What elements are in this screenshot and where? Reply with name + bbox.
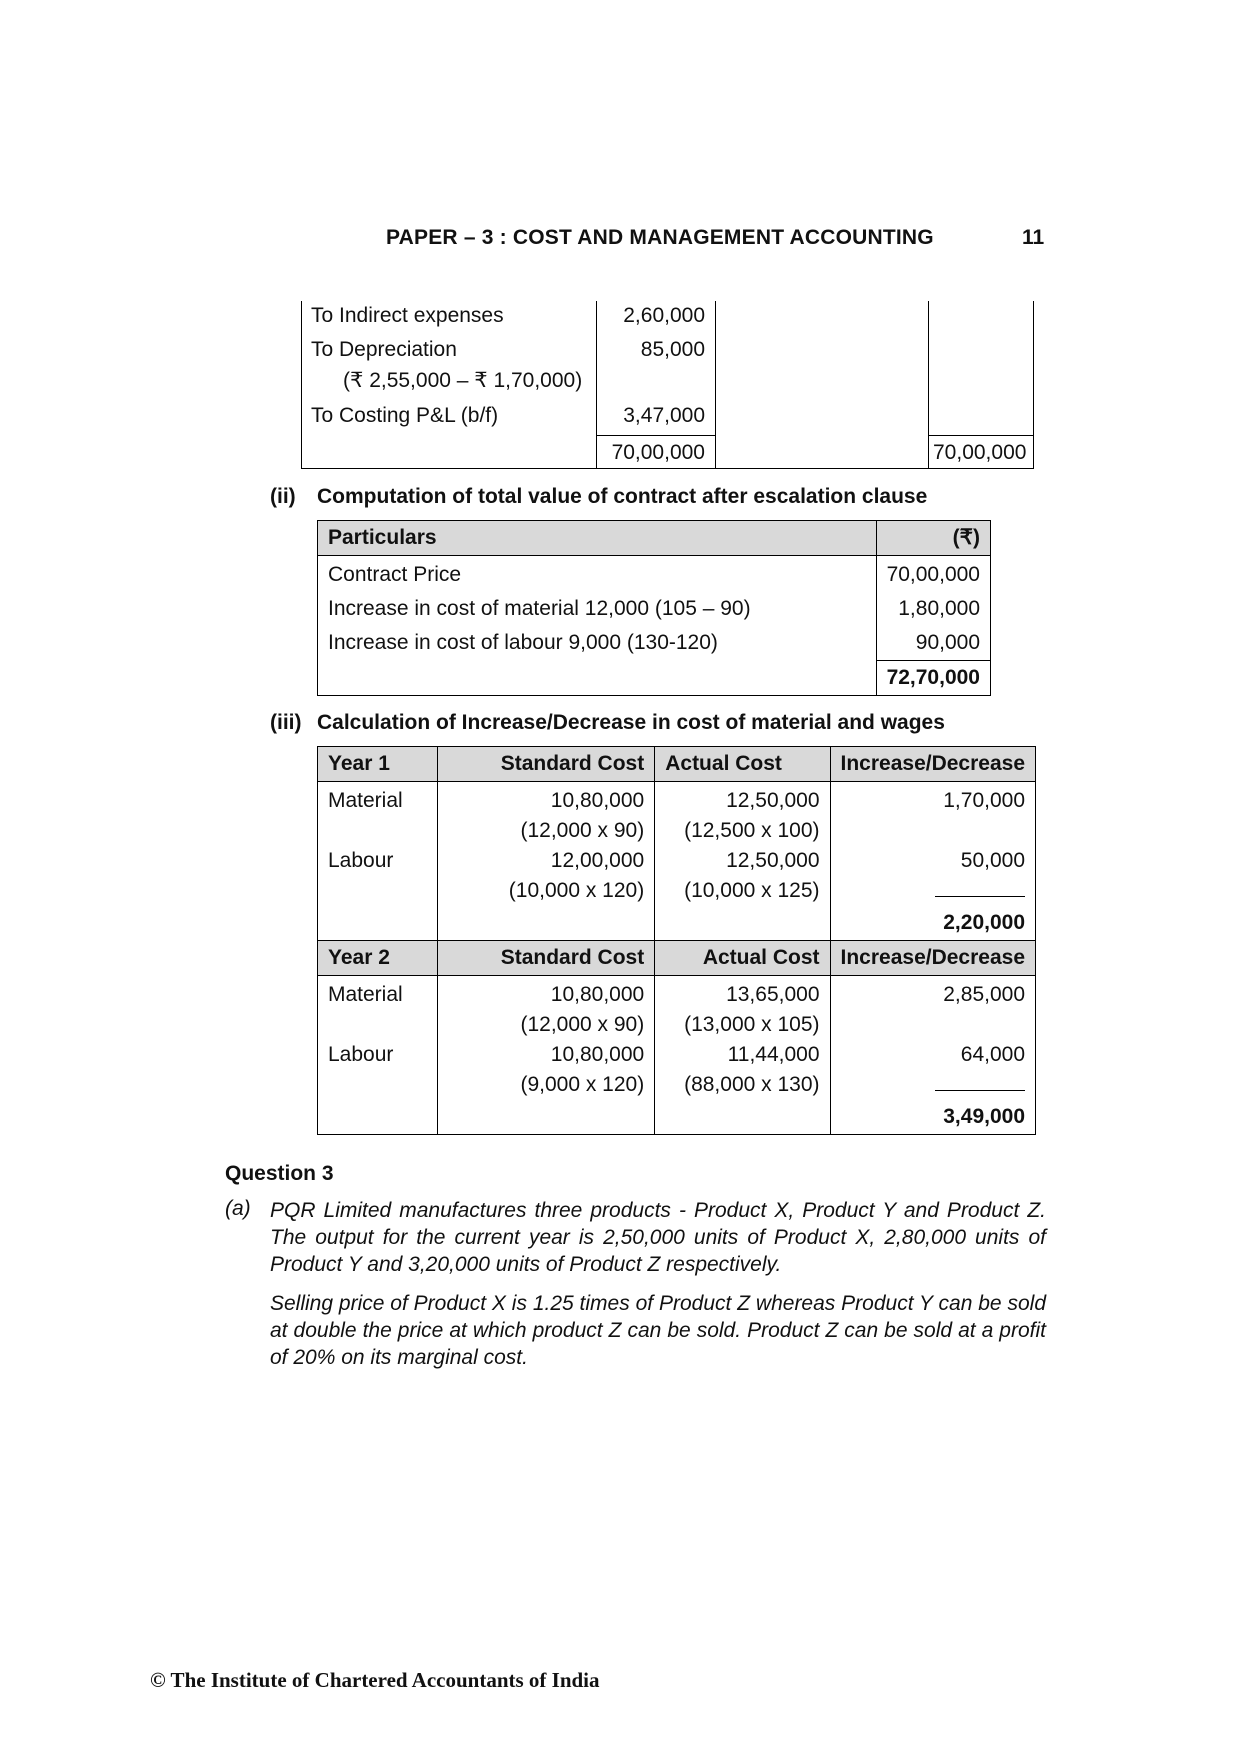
table-cell	[437, 1100, 655, 1135]
question-part-label: (a)	[225, 1197, 251, 1220]
account-row-particular: To Depreciation	[311, 338, 457, 361]
table-cell: 12,50,000 (12,500 x 100)	[655, 782, 830, 847]
table-cell: Contract Price	[318, 556, 877, 593]
table-cell: 11,44,000 (88,000 x 130)	[655, 1040, 830, 1100]
table-cell	[655, 906, 830, 941]
copyright-footer: © The Institute of Chartered Accountants of India	[150, 1668, 600, 1692]
year2-total: 3,49,000	[830, 1100, 1035, 1135]
account-row-amount: 85,000	[640, 338, 705, 361]
table-cell: 50,000	[830, 846, 1035, 906]
table-cell: Labour	[318, 1040, 438, 1100]
table-cell: 1,80,000	[876, 592, 990, 626]
column-header: Standard Cost	[437, 747, 655, 782]
table-cell	[437, 906, 655, 941]
table-cell: 12,50,000 (10,000 x 125)	[655, 846, 830, 906]
table-cell: 13,65,000 (13,000 x 105)	[655, 976, 830, 1041]
section-iii-title: Calculation of Increase/Decrease in cost of material and wages	[317, 711, 945, 734]
question-paragraph: Selling price of Product X is 1.25 times of Product Z whereas Product Y can be sold at double the price at which product Z can be sold. Product Z can be sold at a profit of 20% on its marginal cost.	[270, 1292, 1046, 1369]
contract-value-table	[317, 520, 991, 696]
column-header: Increase/Decrease	[830, 747, 1035, 782]
account-row-particular: (₹ 2,55,000 – ₹ 1,70,000)	[343, 369, 583, 392]
column-header: Standard Cost	[437, 941, 655, 976]
table-cell	[318, 1100, 438, 1135]
cost-variance-table	[317, 746, 1036, 1135]
table-cell: Material	[318, 976, 438, 1041]
year1-total: 2,20,000	[830, 906, 1035, 941]
table-cell: 10,80,000 (9,000 x 120)	[437, 1040, 655, 1100]
column-header: Actual Cost	[655, 747, 830, 782]
table-cell: 10,80,000 (12,000 x 90)	[437, 976, 655, 1041]
page-header-title: PAPER – 3 : COST AND MANAGEMENT ACCOUNTING	[386, 226, 934, 249]
account-debit-total: 70,00,000	[611, 441, 705, 464]
table-cell: 70,00,000	[876, 556, 990, 593]
table-cell: Increase in cost of material 12,000 (105 – 90)	[318, 592, 877, 626]
account-continuation-table	[301, 301, 1034, 469]
column-header: Increase/Decrease	[830, 941, 1035, 976]
column-header: Year 2	[318, 941, 438, 976]
table-cell: 90,000	[876, 626, 990, 661]
table-cell	[318, 906, 438, 941]
column-header: Actual Cost	[655, 941, 830, 976]
table-cell: Increase in cost of labour 9,000 (130-120)	[318, 626, 877, 661]
section-iii-number: (iii)	[270, 711, 302, 734]
table-cell: 64,000	[830, 1040, 1035, 1100]
column-header: Year 1	[318, 747, 438, 782]
table-cell: 12,00,000 (10,000 x 120)	[437, 846, 655, 906]
table-cell: Material	[318, 782, 438, 847]
question-heading: Question 3	[225, 1162, 334, 1185]
table-cell: 1,70,000	[830, 782, 1035, 847]
account-row-amount: 3,47,000	[623, 404, 705, 427]
contract-total: 72,70,000	[876, 661, 990, 696]
table-cell: 2,85,000	[830, 976, 1035, 1041]
account-row-particular: To Indirect expenses	[311, 304, 504, 327]
table-cell	[655, 1100, 830, 1135]
table-cell: Labour	[318, 846, 438, 906]
page-number: 11	[1022, 226, 1045, 249]
account-row-particular: To Costing P&L (b/f)	[311, 404, 499, 427]
section-ii-title: Computation of total value of contract after escalation clause	[317, 485, 928, 508]
column-header: (₹)	[876, 521, 990, 556]
question-paragraph: PQR Limited manufactures three products - Product X, Product Y and Product Z. The output for the current year is 2,50,000 units of Product X, 2,80,000 units of Product Y and 3,20,000 units of Product Z respectively.	[270, 1199, 1046, 1276]
table-cell: 10,80,000 (12,000 x 90)	[437, 782, 655, 847]
section-ii-number: (ii)	[270, 485, 296, 508]
table-cell	[318, 661, 877, 696]
column-header: Particulars	[318, 521, 877, 556]
account-row-amount: 2,60,000	[623, 304, 705, 327]
account-credit-total: 70,00,000	[933, 441, 1027, 464]
